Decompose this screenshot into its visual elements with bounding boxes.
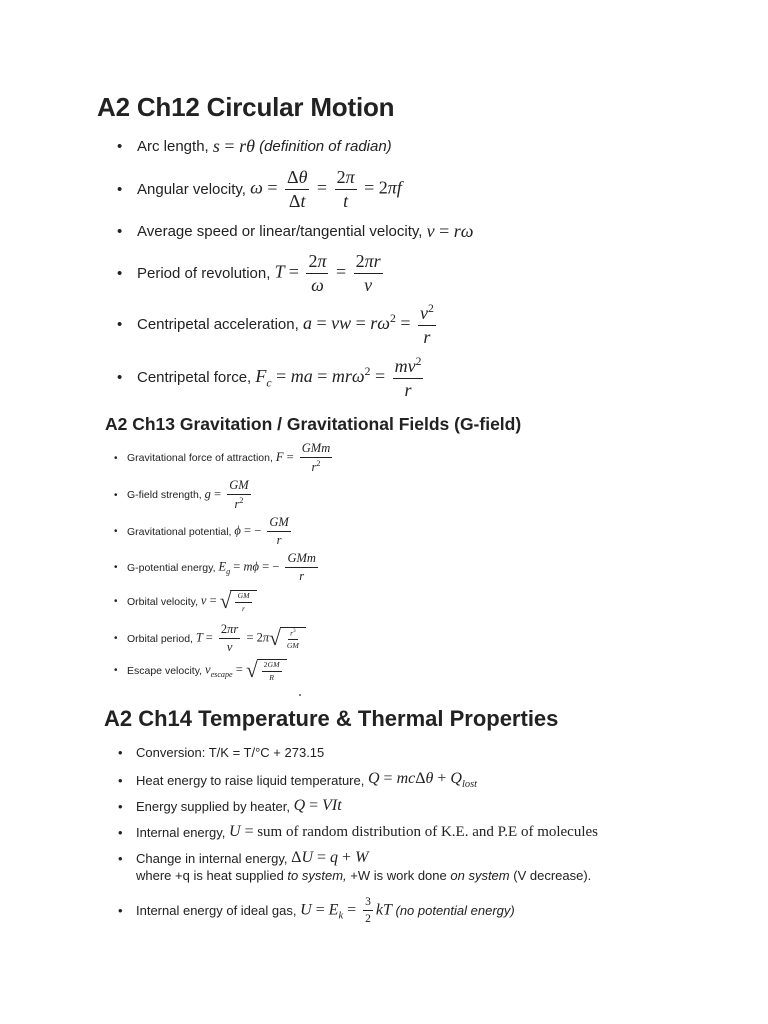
period-item <box>137 252 386 295</box>
escape-velocity-item <box>127 659 287 682</box>
orbital-velocity-item <box>127 590 257 613</box>
grav-force-item <box>127 442 335 474</box>
centripetal-acceleration-item <box>137 303 439 347</box>
explanation-part-1: where +q is heat supplied <box>136 868 284 883</box>
linear-velocity-formula: v = rω <box>426 221 474 241</box>
orbital-period-item <box>127 623 306 654</box>
g-field-label: • G-field strength, <box>127 489 202 502</box>
ideal-gas-label: • Internal energy of ideal gas, <box>136 903 297 919</box>
explanation-part-4: on system <box>450 868 510 883</box>
arc-length-item <box>137 136 392 157</box>
grav-potential-item <box>127 516 294 547</box>
conversion-label: • Conversion: T/K = T/°C + 273.15 <box>136 745 325 760</box>
explanation-part-5: (V decrease). <box>513 868 592 883</box>
grav-potential-label: • Gravitational potential, <box>127 525 232 538</box>
orbital-period-label: • Orbital period, <box>127 632 193 645</box>
ch12-heading: A2 Ch12 Circular Motion <box>97 92 395 122</box>
g-field-item <box>127 479 254 511</box>
centripetal-acceleration-label: • Centripetal acceleration, <box>137 316 299 334</box>
ch13-heading: A2 Ch13 Gravitation / Gravitational Fields (G-field) <box>105 414 522 434</box>
heat-energy-item <box>136 770 477 790</box>
centripetal-force-formula: $F_c$ = ma = mrω$^2$ = $\frac{mv^2}{r}$ <box>255 355 422 400</box>
angular-velocity-item <box>137 168 402 211</box>
internal-energy-formula: U = <box>229 823 254 840</box>
heater-energy-item <box>136 797 342 815</box>
orbital-velocity-formula: v = √ $\frac{GM}{r}$ <box>201 590 257 613</box>
linear-velocity-label: • Average speed or linear/tangential velocity, <box>137 223 423 240</box>
heater-energy-label: • Energy supplied by heater, <box>136 798 290 814</box>
escape-velocity-label: • Escape velocity, <box>127 664 203 677</box>
change-internal-energy-item <box>136 849 368 867</box>
angular-velocity-formula: ω = $\frac{\Delta\theta}{\Delta t}$ = $\frac{2\pi}{t}$ = 2πf <box>250 167 402 211</box>
angular-velocity-label: • Angular velocity, <box>137 180 246 198</box>
ideal-gas-formula: $U = E_k$ = $\frac{3}{2}$ kT <box>300 896 392 926</box>
g-potential-energy-formula: $E_g = m\phi$ = − $\frac{\text{GMm}}{r}$ <box>218 551 316 584</box>
grav-force-formula: F = $\frac{\text{GMm}}{r^2}$ <box>275 441 331 475</box>
period-label: • Period of revolution, <box>137 264 271 282</box>
heat-energy-label: • Heat energy to raise liquid temperature, <box>136 772 365 788</box>
heat-energy-formula: $Q = mc\Delta\theta + Q_{lost}$ <box>367 770 477 791</box>
grav-potential-formula: ϕ = − $\frac{GM}{r}$ <box>234 515 289 548</box>
change-internal-energy-label: • Change in internal energy, <box>136 850 288 866</box>
change-internal-energy-explanation <box>136 868 591 883</box>
orbital-velocity-label: • Orbital velocity, <box>127 595 198 608</box>
ch14-heading: A2 Ch14 Temperature & Thermal Properties <box>104 706 559 731</box>
arc-length-label: • Arc length, <box>137 138 209 155</box>
centripetal-acceleration-formula: a = vw = $r\omega^2$ = $\frac{v^2}{r}$ <box>302 302 434 347</box>
arc-length-formula: s = rθ <box>212 136 255 156</box>
internal-energy-item <box>136 823 598 841</box>
linear-velocity-item <box>137 221 474 242</box>
conversion-item <box>136 745 324 760</box>
grav-force-label: • Gravitational force of attraction, <box>127 452 273 465</box>
internal-energy-text: sum of random distribution of K.E. and P.E of molecules <box>257 823 599 840</box>
internal-energy-label: • Internal energy, <box>136 824 226 840</box>
g-potential-energy-label: • G-potential energy, <box>127 561 216 574</box>
centripetal-force-item <box>137 356 426 400</box>
g-potential-energy-item <box>127 552 321 583</box>
ideal-gas-note: (no potential energy) <box>395 903 515 919</box>
period-formula: T = $\frac{2\pi}{\omega}$ = $\frac{2\pi r}{v}$ <box>274 251 381 295</box>
change-internal-energy-formula: ΔU = q + W <box>291 849 369 866</box>
centripetal-force-label: • Centripetal force, <box>137 369 252 387</box>
escape-velocity-formula: $v_{escape}$ = √ $\frac{2GM}{R}$ <box>205 659 287 682</box>
explanation-part-2: to system, <box>287 868 347 883</box>
arc-length-note: (definition of radian) <box>259 138 392 155</box>
stray-dot <box>299 694 301 696</box>
ideal-gas-item <box>136 896 515 925</box>
orbital-period-formula: T = $\frac{2\pi r}{v}$ = 2π √ $\frac{r^3}{GM}$ <box>196 623 306 654</box>
g-field-formula: g = $\frac{GM}{r^2}$ <box>204 478 249 512</box>
explanation-part-3: +W is work done <box>350 868 447 883</box>
heater-energy-formula: Q = VIt <box>293 797 342 814</box>
